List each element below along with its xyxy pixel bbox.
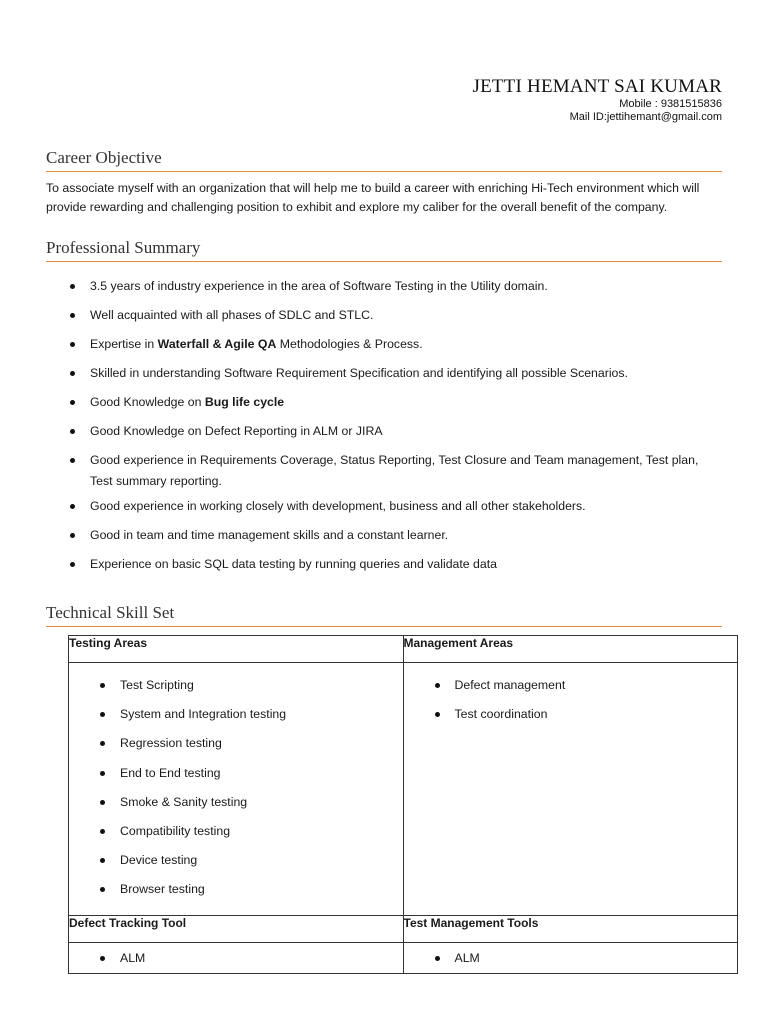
- skill-item: ALM: [404, 944, 738, 973]
- professional-summary-list: [46, 276, 722, 583]
- career-objective-text: To associate myself with an organization that will help me to build a career with enriching Hi-Tech environment which will provide rewarding and challenging position to exhibit and explore my caliber for the overall benefit of the company.: [46, 181, 700, 214]
- skill-item: End to End testing: [69, 759, 403, 788]
- email-address: Mail ID:jettihemant@gmail.com: [569, 111, 722, 123]
- defect-tracking-cell: [69, 942, 404, 973]
- testing-areas-list: [69, 663, 403, 915]
- testing-areas-cell: [69, 663, 404, 916]
- skill-item: Device testing: [69, 846, 403, 875]
- skill-item: Test coordination: [404, 700, 738, 729]
- candidate-name: JETTI HEMANT SAI KUMAR: [472, 76, 722, 97]
- skill-item: Browser testing: [69, 875, 403, 904]
- skill-item: Regression testing: [69, 729, 403, 758]
- test-management-cell: [403, 942, 738, 973]
- skill-item: Test Scripting: [69, 671, 403, 700]
- technical-skill-set-heading: Technical Skill Set: [46, 603, 722, 627]
- summary-item: Experience on basic SQL data testing by running queries and validate data: [46, 554, 722, 575]
- management-areas-header: Management Areas: [403, 636, 738, 663]
- skill-item: Smoke & Sanity testing: [69, 788, 403, 817]
- summary-item: [46, 392, 722, 413]
- summary-item: Good experience in Requirements Coverage, Status Reporting, Test Closure and Team management, Test plan, Test summary reporting.: [46, 450, 722, 492]
- skill-item: Compatibility testing: [69, 817, 403, 846]
- summary-item-bold-text: Bug life cycle: [204, 395, 285, 409]
- defect-tracking-list: [69, 943, 403, 973]
- management-areas-cell: [403, 663, 738, 916]
- summary-item: [46, 334, 722, 355]
- summary-item: Skilled in understanding Software Requirement Specification and identifying all possible Scenarios.: [46, 363, 722, 384]
- summary-item: Good experience in working closely with development, business and all other stakeholders.: [46, 496, 722, 517]
- defect-tracking-header: Defect Tracking Tool: [69, 915, 404, 942]
- summary-item-bold-text: Waterfall & Agile QA: [157, 337, 277, 351]
- management-areas-list: [404, 663, 738, 739]
- professional-summary-heading: Professional Summary: [46, 238, 722, 262]
- test-management-header: Test Management Tools: [403, 915, 738, 942]
- skill-item: System and Integration testing: [69, 700, 403, 729]
- summary-item-text: Methodologies & Process.: [276, 337, 423, 351]
- summary-item: Well acquainted with all phases of SDLC and STLC.: [46, 305, 722, 326]
- testing-areas-header: Testing Areas: [69, 636, 404, 663]
- test-management-list: [404, 943, 738, 973]
- career-objective-heading: Career Objective: [46, 148, 722, 172]
- summary-item-text: Expertise in: [90, 337, 158, 351]
- resume-header: [473, 76, 722, 124]
- summary-item: 3.5 years of industry experience in the area of Software Testing in the Utility domain.: [46, 276, 722, 297]
- skill-item: Defect management: [404, 671, 738, 700]
- mobile-number: Mobile : 9381515836: [619, 98, 722, 110]
- summary-item-text: Good Knowledge on: [90, 395, 205, 409]
- summary-item: Good Knowledge on Defect Reporting in ALM or JIRA: [46, 421, 722, 442]
- skill-item: ALM: [69, 944, 403, 973]
- summary-item: Good in team and time management skills and a constant learner.: [46, 525, 722, 546]
- skills-table: [68, 635, 738, 974]
